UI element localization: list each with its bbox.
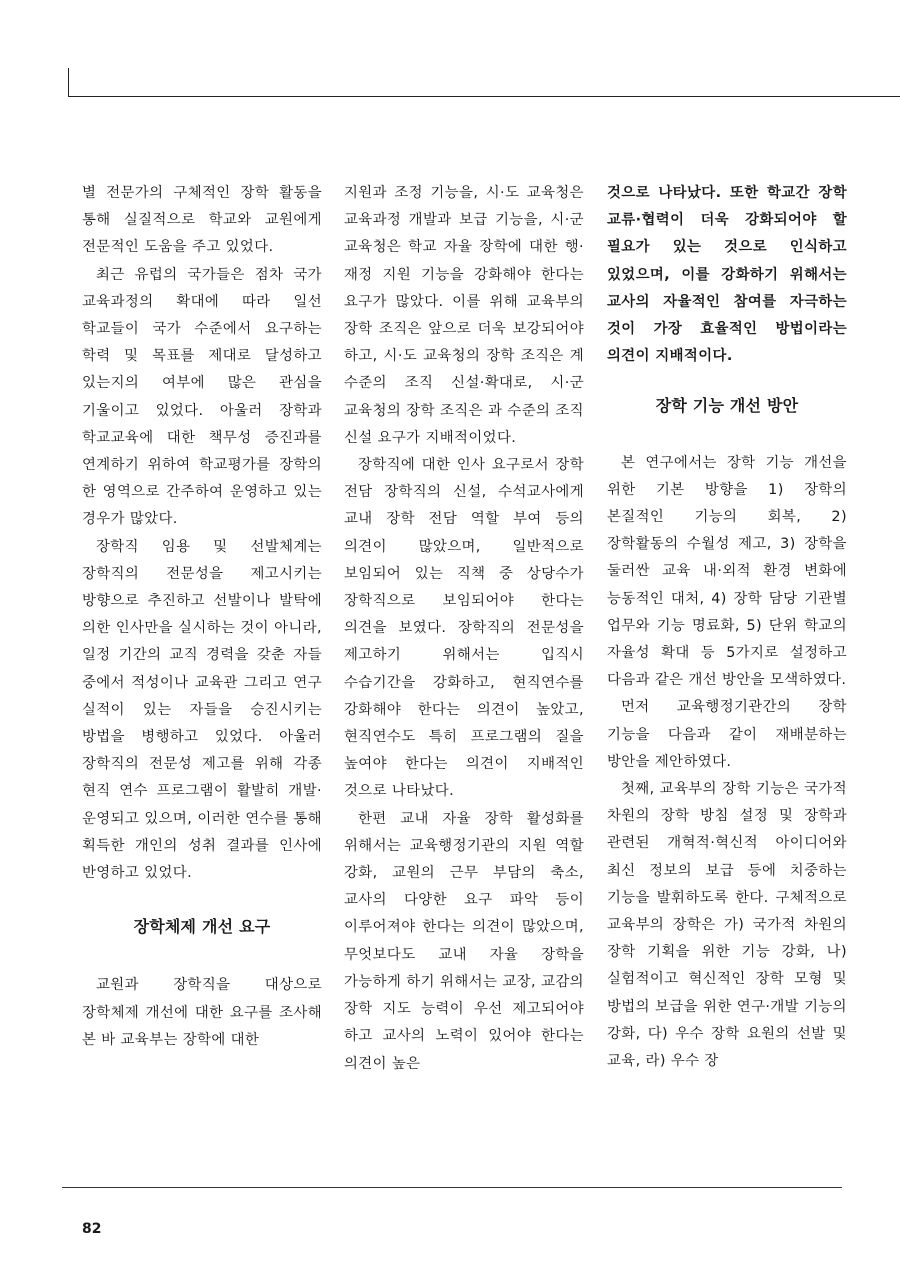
paragraph: 장학직 임용 및 선발체계는 장학직의 전문성을 제고시키는 방향으로 추진하고 선발이나 발탁에 의한 인사만을 실시하는 것이 아니라, 일정 기간의 교직 경력을 갖춘 자들 중에서 적성이나 교육관 그리고 연구 실적이 있는 자들을 승진시키는 방법을 병행하고 있었다. 아울러 장학직의 전문성 제고를 위해 각종 현직 연수 프로그램이 활발히 개발·운영되고 있으며, 이러한 연수를 통해 획득한 개인의 성취 결과를 인사에 반영하고 있었다. bbox=[82, 538, 322, 882]
paragraph: 지원과 조정 기능을, 시·도 교육청은 교육과정 개발과 보급 기능을, 시·군 교육청은 학교 자율 장학에 대한 행·재정 지원 기능을 강화해야 한다는 요구가 많았다. 이를 위해 교육부의 장학 조직은 앞으로 더욱 보강되어야 하고, 시·도 교육청의 장학 조직은 계 수준의 조직 신설·확대로, 시·군 교육청의 장학 조직은 과 수준의 조직 신설 요구가 지배적이었다. bbox=[344, 185, 584, 446]
top-frame-line bbox=[68, 68, 900, 97]
paragraph: 한편 교내 자율 장학 활성화를 위해서는 교육행정기관의 지원 역할 강화, 교원의 근무 부담의 축소, 교사의 다양한 요구 파악 등이 이루어져야 한다는 의견이 많았으며, 무엇보다도 교내 자율 장학을 가능하게 하기 위해서는 교장, 교감의 장학 지도 능력이 우선 제고되어야 하고 교사의 노력이 있어야 한다는 의견이 높은 bbox=[344, 810, 584, 1072]
paragraph: 먼저 교육행정기관간의 장학 기능을 다음과 같이 재배분하는 방안을 제안하였다. bbox=[607, 699, 847, 770]
paragraph: 첫째, 교육부의 장학 기능은 국가적 차원의 장학 방침 설정 및 장학과 관련된 개혁적·혁신적 아이디어와 최신 정보의 보급 등에 치중하는 기능을 발휘하도록 한다. 구체적으로 교육부의 장학은 가) 국가적 차원의 장학 기획을 위한 기능 강화, 나) 실험적이고 혁신적인 장학 모형 및 방법의 보급을 위한 연구·개발 기능의 강화, 다) 우수 장학 요원의 선발 및 교육, 라) 우수 장 bbox=[607, 781, 847, 1070]
paragraph: 별 전문가의 구체적인 장학 활동을 통해 실질적으로 학교와 교원에게 전문적인 도움을 주고 있었다. bbox=[82, 185, 322, 256]
paragraph: 최근 유럽의 국가들은 점차 국가 교육과정의 확대에 따라 일선 학교들이 국가 수준에서 요구하는 학력 및 목표를 제대로 달성하고 있는지의 여부에 많은 관심을 기울이고 있었다. 아울러 장학과 학교교육에 대한 책무성 증진과를 연계하기 위하여 학교평가를 장학의 한 영역으로 간주하여 운영하고 있는 경우가 많았다. bbox=[82, 266, 322, 528]
footer-rule bbox=[62, 1187, 842, 1188]
text-column-1 bbox=[82, 180, 322, 1054]
page-number: 82 bbox=[82, 1221, 102, 1237]
paragraph: 본 연구에서는 장학 기능 개선을 위한 기본 방향을 1) 장학의 본질적인 기능의 회복, 2) 장학활동의 수월성 제고, 3) 장학을 둘러싼 교육 내·외적 환경 변화에 능동적인 대처, 4) 장학 담당 기관별 업무와 기능 명료화, 5) 단위 학교의 자율성 확대 등 5가지로 설정하고 다음과 같은 개선 방안을 모색하였다. bbox=[607, 454, 847, 689]
text-column-3 bbox=[607, 180, 847, 1075]
section-heading-supervision-system-needs: 장학체제 개선 요구 bbox=[133, 917, 271, 937]
paragraph: 교원과 장학직을 대상으로 장학체제 개선에 대한 요구를 조사해 본 바 교육부는 장학에 대한 bbox=[82, 977, 322, 1048]
paragraph: 장학직에 대한 인사 요구로서 장학 전담 장학직의 신설, 수석교사에게 교내 장학 전담 역할 부여 등의 의견이 많았으며, 일반적으로 보임되어 있는 직책 중 상당수가 장학직으로 보임되어야 한다는 의견을 보였다. 장학직의 전문성을 제고하기 위해서는 입직시 수습기간을 강화하고, 현직연수를 강화해야 한다는 의견이 높았고, 현직연수도 특히 프로그램의 질을 높여야 한다는 의견이 지배적인 것으로 나타났다. bbox=[344, 457, 584, 800]
paragraph: 것으로 나타났다. 또한 학교간 장학 교류·협력이 더욱 강화되어야 할 필요가 있는 것으로 인식하고 있었으며, 이를 강화하기 위해서는 교사의 자율적인 참여를 자극하는 것이 가장 효율적인 방법이라는 의견이 지배적이다. bbox=[607, 185, 847, 365]
text-column-2 bbox=[344, 180, 584, 1078]
section-heading-improvement-plan: 장학 기능 개선 방안 bbox=[655, 396, 799, 416]
